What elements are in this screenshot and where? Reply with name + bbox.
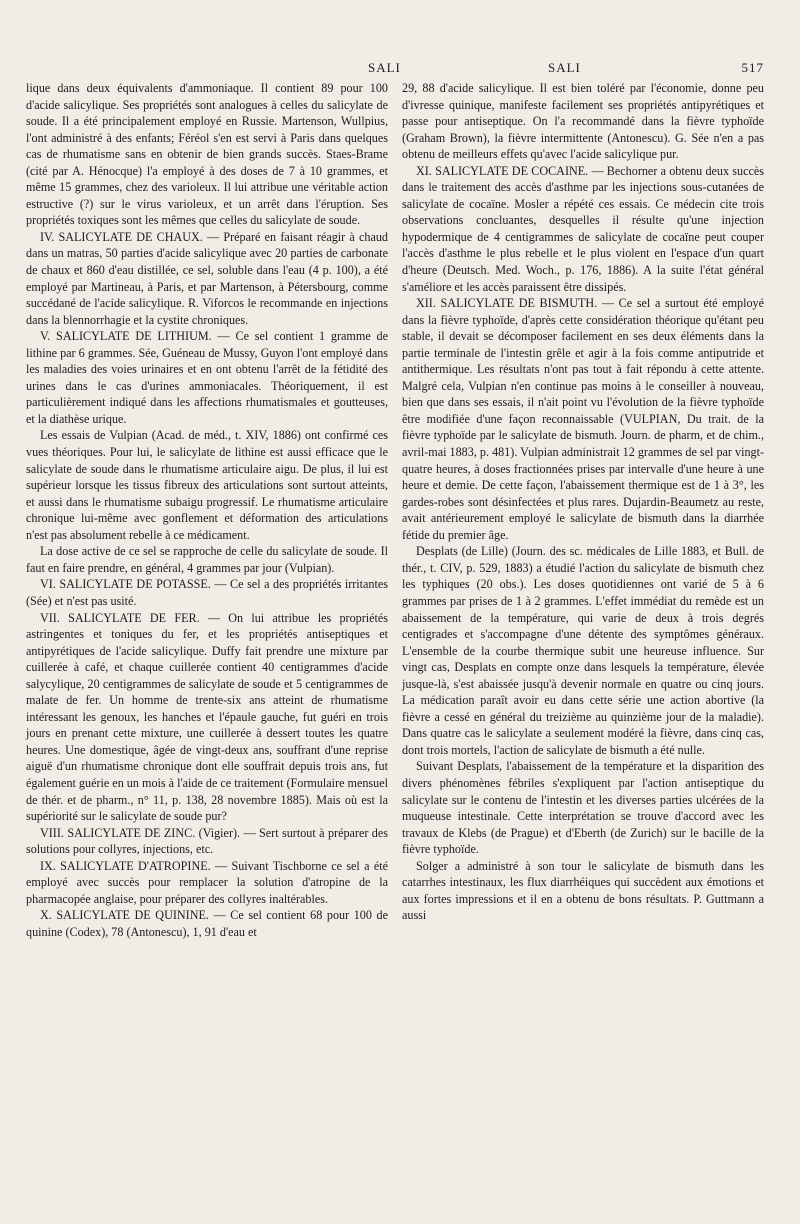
running-head-right: SALI [548, 60, 581, 75]
paragraph: XI. SALICYLATE DE COCAINE. — Bechorner a obtenu deux succès dans le traitement des accès d'asthme par les injections sous-cutanées de salicylate de cocaïne. Mosler a répété ces essais. Ce médecin cite trois observations concluantes, desquelles il résulte qu'une injection hypodermique de 4 centigrammes de salicylate de cocaïne peut couper l'accès d'asthme le plus rebelle et le plus violent en l'espace d'un quart d'heure (Deutsch. Med. Woch., p. 176, 1886). A la suite l'état général s'améliore et les accès paraissent être dissipés. [402, 163, 764, 294]
right-column [402, 80, 764, 924]
paragraph: VIII. SALICYLATE DE ZINC. (Vigier). — Sert surtout à préparer des solutions pour collyres, injections, etc. [26, 825, 388, 857]
paragraph: La dose active de ce sel se rapproche de celle du salicylate de soude. Il faut en faire prendre, en général, 4 grammes par jour (Vulpian). [26, 544, 388, 575]
paragraph: lique dans deux équivalents d'ammoniaque. Il contient 89 pour 100 d'acide salicylique. Ses propriétés sont analogues à celles du salicylate de soude. Il a été principalement employé en Russie. Martenson, Wullpius, l'ont administré à des enfants; Féréol s'en est servi à Paris dans quelques cas de rhumatisme sans en obtenir de bien grands succès. Staes-Brame (cité par A. Hénocque) l'a employé à des doses de 7 à 10 grammes, et même 15 grammes, chez des varioleux. Il lui attribue une véritable action estructive (?) sur le virus varioleux, et un arrêt dans l'éruption. Ses propriétés toxiques sont les mêmes que celles du salicylate de soude. [26, 81, 388, 228]
paragraph: IV. SALICYLATE DE CHAUX. — Préparé en faisant réagir à chaud dans un matras, 50 parties d'acide salicylique avec 20 parties de carbonate de chaux et 860 d'eau distillée, ce sel, soluble dans l'eau (4 p. 100), a été employé par Martineau, à Paris, et par Martenson, à Pétersbourg, comme succédané de l'acide salicylique. R. Viforcos le recommande en injections dans la blennorrhagie et la cystite chroniques. [26, 229, 388, 327]
paragraph: VI. SALICYLATE DE POTASSE. — Ce sel a des propriétés irritantes (Sée) et n'est pas usité. [26, 577, 388, 608]
paragraph: X. SALICYLATE DE QUININE. — Ce sel contient 68 pour 100 de quinine (Codex), 78 (Antonescu), 1, 91 d'eau et [26, 908, 388, 939]
paragraph: 29, 88 d'acide salicylique. Il est bien toléré par l'économie, donne peu d'ivresse quinique, manifeste facilement ses propriétés antipyrétiques et passe pour antiseptique. On l'a recommandé dans la fièvre typhoïde (Graham Brown), la fièvre intermittente (Antonescu). G. Sée n'en a pas obtenu de meilleurs effets qu'avec l'acide salicylique pur. [402, 81, 764, 162]
page-number: 517 [741, 60, 764, 75]
paragraph: Suivant Desplats, l'abaissement de la température et la disparition des divers phénomènes fébriles s'expliquent par l'action antiseptique du salicylate sur le contenu de l'intestin et les diverses parties ulcérées de la muqueuse intestinale. Cette interprétation se trouve d'accord avec les travaux de Klebs (de Prague) et d'Eberth (de Zurich) sur le bacille de la fièvre typhoïde. [402, 759, 764, 857]
left-column [26, 80, 388, 940]
paragraph: V. SALICYLATE DE LITHIUM. — Ce sel contient 1 gramme de lithine par 6 grammes. Sée, Guéneau de Mussy, Guyon l'ont employé dans les maladies des voies urinaires et en ont obtenu l'arrêt de la fétidité des urines dans le cas d'urines ammoniacales. Théoriquement, il est particulièrement indiqué dans les affections rhumatismales et goutteuses, et la diathèse urique. [26, 329, 388, 426]
paragraph: IX. SALICYLATE D'ATROPINE. — Suivant Tischborne ce sel a été employé avec succès pour remplacer la solution d'atropine de la pharmacopée anglaise, pour préparer des collyres inaltérables. [26, 858, 388, 906]
paragraph: XII. SALICYLATE DE BISMUTH. — Ce sel a surtout été employé dans la fièvre typhoïde, d'après cette considération théorique qu'étant peu stable, il devait se décomposer facilement en ses deux éléments dans la partie terminale de l'intestin grêle et agir à la fois comme antiputride et antithermique. Les résultats n'ont pas tout à fait répondu à cette attente. Malgré cela, Vulpian n'en continue pas moins à le conseiller à nouveau, bien que dans ses essais, il n'ait point vu l'évolution de la fièvre typhoïde être modifiée d'une façon reconnaissable (VULPIAN, Du trait. de la fièvre typhoïde par le salicylate de bismuth. Journ. de pharm, et de chim., avril-mai 1883, p. 481). Vulpian administrait 12 grammes de sel par vingt-quatre heures, à doses fractionnées prises par intervalle d'une heure à une heure et demie. De cette façon, l'abaissement thermique est de 1 à 3°, les gardes-robes sont désinfectées et plus rares. Dujardin-Beaumetz au reste, avait antérieurement employé le salicylate de bismuth dans la diarrhée fétide du premier âge. [402, 296, 764, 542]
paragraph: Solger a administré à son tour le salicylate de bismuth dans les catarrhes intestinaux, les flux diarrhéiques qui succèdent aux émotions et aux fortes impressions et il en a obtenu de bons résultats. P. Guttmann a aussi [402, 858, 764, 923]
running-head-left: SALI [368, 60, 401, 75]
paragraph: Les essais de Vulpian (Acad. de méd., t. XIV, 1886) ont confirmé ces vues théoriques. Pour lui, le salicylate de lithine est aussi efficace que le salicylate de soude dans le rhumatisme articulaire aigu. De plus, il lui est supérieur lorsque les tissus fibreux des articulations sont surtout atteints, et aussi dans le rhumatisme subaigu progressif. Le rhumatisme articulaire chronique lui-même avec gonflement et déformation des articulations n'est pas absolument rebelle à ce médicament. [26, 428, 388, 542]
paragraph: Desplats (de Lille) (Journ. des sc. médicales de Lille 1883, et Bull. de thér., t. CIV, p. 529, 1883) a étudié l'action du salicylate de bismuth chez les typhiques (20 obs.). Les doses quotidiennes ont varié de 5 à 6 grammes par prises de 1 à 2 grammes. L'effet immédiat du remède est un abaissement de la température, qui varie de deux à trois degrés centigrades et s'accompagne d'une détente des symptômes généraux. L'ensemble de la courbe thermique subit une heureuse influence. Sur vingt cas, Desplats en compte onze dans lesquels la température, élevée jusque-là, s'est abaissée jusqu'à devenir normale en quatre ou cinq jours. La médication paraît avoir eu dans cette série une action abortive (la fièvre a cessé en général du treizième au quinzième jour de la maladie). Dans quatre cas le salicylate a seulement modéré la fièvre, dans cinq cas, dont trois mortels, l'action de salicylate de bismuth a été nulle. [402, 544, 764, 757]
paragraph: VII. SALICYLATE DE FER. — On lui attribue les propriétés astringentes et toniques du fer, et les propriétés antiseptiques et antipyrétiques de l'acide salicylique. Duffy fait prendre une mixture par cuillerée à café, et chaque cuillerée contient 40 centigrammes d'acide salycylique, 20 centigrammes de salicylate de soude et 5 centigrammes de malate de fer. Un homme de trente-six ans atteint de rhumatisme intéressant les genoux, les hanches et l'épaule gauche, fut guéri en trois jours en prenant cette mixture, une cuillerée à dessert toutes les quatre heures. Une domestique, âgée de vingt-deux ans, souffrant d'une reprise aiguë d'un rhumatisme chronique dont elle souffrait depuis trois ans, fut également guérie en un mois à l'aide de ce traitement (Formulaire mensuel de thér. et de pharm., n° 11, p. 138, 28 novembre 1885). Mais où est la supériorité sur le salicylate de soude pur? [26, 610, 388, 824]
